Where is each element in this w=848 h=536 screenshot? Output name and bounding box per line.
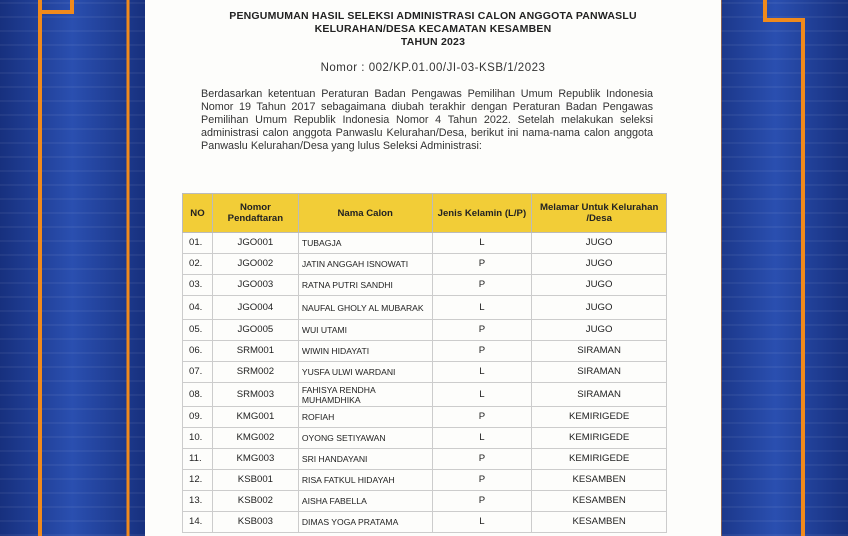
cell-candidate-name: FAHISYA RENDHA MUHAMDHIKA [298, 383, 432, 407]
table-header-row [183, 194, 667, 233]
table-row [183, 407, 667, 428]
cell-row-number: 02. [183, 254, 213, 275]
cell-registration-number: JGO004 [212, 296, 298, 320]
cell-village: JUGO [532, 233, 667, 254]
cell-registration-number: KSB002 [212, 491, 298, 512]
document-title-line-2: KELURAHAN/DESA KECAMATAN KESAMBEN [314, 23, 552, 35]
cell-village: JUGO [532, 275, 667, 296]
cell-gender: L [432, 233, 532, 254]
cell-candidate-name: YUSFA ULWI WARDANI [298, 362, 432, 383]
right-border-ornament [703, 0, 830, 536]
cell-registration-number: JGO005 [212, 320, 298, 341]
cell-row-number: 07. [183, 362, 213, 383]
document-title-line-1: PENGUMUMAN HASIL SELEKSI ADMINISTRASI CALON ANGGOTA PANWASLU [229, 10, 637, 22]
announcement-document [145, 0, 721, 536]
cell-village: KESAMBEN [532, 512, 667, 533]
left-decorative-panel [0, 0, 145, 536]
cell-candidate-name: RATNA PUTRI SANDHI [298, 275, 432, 296]
table-row [183, 491, 667, 512]
cell-candidate-name: OYONG SETIYAWAN [298, 428, 432, 449]
cell-candidate-name: WIWIN HIDAYATI [298, 341, 432, 362]
header-no: NO [183, 194, 213, 233]
cell-gender: P [432, 275, 532, 296]
cell-village: KEMIRIGEDE [532, 428, 667, 449]
cell-row-number: 01. [183, 233, 213, 254]
header-candidate-name: Nama Calon [298, 194, 432, 233]
cell-gender: L [432, 296, 532, 320]
cell-row-number: 13. [183, 491, 213, 512]
cell-village: KEMIRIGEDE [532, 449, 667, 470]
table-row [183, 512, 667, 533]
cell-village: SIRAMAN [532, 383, 667, 407]
cell-gender: P [432, 254, 532, 275]
cell-village: JUGO [532, 296, 667, 320]
table-row [183, 233, 667, 254]
cell-candidate-name: TUBAGJA [298, 233, 432, 254]
cell-registration-number: SRM003 [212, 383, 298, 407]
candidates-table [182, 193, 667, 533]
header-gender: Jenis Kelamin (L/P) [432, 194, 532, 233]
table-row [183, 449, 667, 470]
cell-registration-number: JGO001 [212, 233, 298, 254]
cell-village: SIRAMAN [532, 362, 667, 383]
header-registration-number: Nomor Pendaftaran [212, 194, 298, 233]
table-row [183, 275, 667, 296]
cell-candidate-name: WUI UTAMI [298, 320, 432, 341]
cell-row-number: 04. [183, 296, 213, 320]
cell-village: JUGO [532, 254, 667, 275]
cell-village: KEMIRIGEDE [532, 407, 667, 428]
cell-registration-number: JGO002 [212, 254, 298, 275]
cell-village: KESAMBEN [532, 491, 667, 512]
cell-candidate-name: DIMAS YOGA PRATAMA [298, 512, 432, 533]
cell-row-number: 08. [183, 383, 213, 407]
document-title-line-3: TAHUN 2023 [400, 36, 466, 48]
cell-candidate-name: RISA FATKUL HIDAYAH [298, 470, 432, 491]
cell-candidate-name: SRI HANDAYANI [298, 449, 432, 470]
cell-gender: P [432, 491, 532, 512]
table-row [183, 383, 667, 407]
cell-gender: L [432, 512, 532, 533]
cell-registration-number: KMG002 [212, 428, 298, 449]
document-number: Nomor : 002/KP.01.00/JI-03-KSB/1/2023 [320, 62, 546, 74]
candidates-table-body [183, 233, 667, 533]
cell-registration-number: JGO003 [212, 275, 298, 296]
cell-candidate-name: NAUFAL GHOLY AL MUBARAK [298, 296, 432, 320]
cell-row-number: 06. [183, 341, 213, 362]
cell-registration-number: SRM001 [212, 341, 298, 362]
cell-village: JUGO [532, 320, 667, 341]
cell-row-number: 05. [183, 320, 213, 341]
cell-gender: P [432, 470, 532, 491]
table-row [183, 428, 667, 449]
cell-registration-number: KSB003 [212, 512, 298, 533]
intro-paragraph: Berdasarkan ketentuan Peraturan Badan Pengawas Pemilihan Umum Republik Indonesia Nomor 19 Tahun 2017 sebagaimana diubah terakhir dengan Peraturan Badan Pengawas Pemilihan Umum Republik Indonesia Nomor 4 Tahun 2022. Setelah melakukan seleksi administrasi calon anggota Panwaslu Kelurahan/Desa, berikut ini nama-nama calon anggota Panwaslu Kelurahan/Desa yang lulus Seleksi Administrasi: [201, 88, 653, 152]
table-row [183, 470, 667, 491]
cell-candidate-name: ROFIAH [298, 407, 432, 428]
cell-row-number: 14. [183, 512, 213, 533]
cell-gender: L [432, 362, 532, 383]
right-decorative-panel [703, 0, 848, 536]
cell-gender: P [432, 449, 532, 470]
cell-row-number: 10. [183, 428, 213, 449]
table-row [183, 296, 667, 320]
cell-gender: P [432, 341, 532, 362]
left-border-ornament [0, 0, 145, 536]
cell-gender: L [432, 428, 532, 449]
cell-registration-number: KSB001 [212, 470, 298, 491]
cell-row-number: 12. [183, 470, 213, 491]
cell-registration-number: KMG001 [212, 407, 298, 428]
cell-row-number: 03. [183, 275, 213, 296]
cell-village: SIRAMAN [532, 341, 667, 362]
cell-candidate-name: JATIN ANGGAH ISNOWATI [298, 254, 432, 275]
cell-row-number: 09. [183, 407, 213, 428]
table-row [183, 320, 667, 341]
cell-candidate-name: AISHA FABELLA [298, 491, 432, 512]
cell-registration-number: KMG003 [212, 449, 298, 470]
cell-gender: P [432, 320, 532, 341]
cell-registration-number: SRM002 [212, 362, 298, 383]
table-row [183, 254, 667, 275]
table-row [183, 341, 667, 362]
cell-row-number: 11. [183, 449, 213, 470]
table-row [183, 362, 667, 383]
cell-gender: P [432, 407, 532, 428]
cell-village: KESAMBEN [532, 470, 667, 491]
header-village: Melamar Untuk Kelurahan /Desa [532, 194, 667, 233]
cell-gender: L [432, 383, 532, 407]
